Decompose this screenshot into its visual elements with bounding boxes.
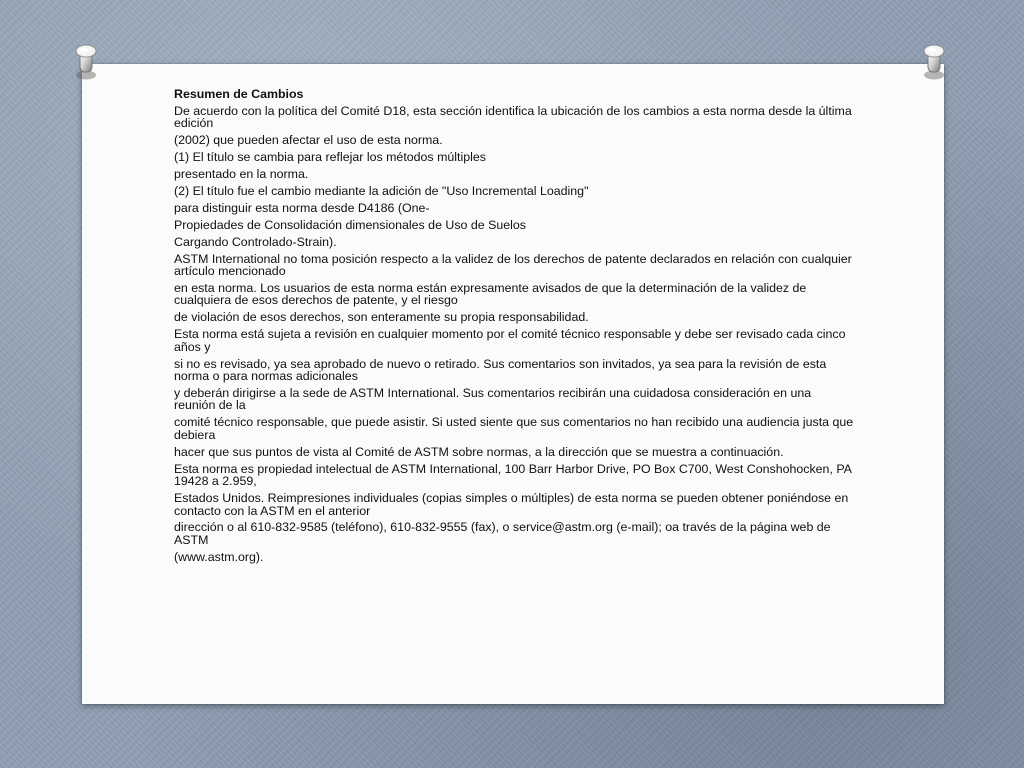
pushpin-icon [72,42,100,82]
document-paragraph: de violación de esos derechos, son enteramente su propia responsabilidad. [174,310,589,325]
document-paragraph: Cargando Controlado-Strain). [174,234,337,249]
document-heading: Resumen de Cambios [174,87,304,101]
document-paragraph: comité técnico responsable, que puede asistir. Si usted siente que sus comentarios no han recibido una audiencia justa que debiera [174,415,854,442]
document-paragraph: si no es revisado, ya sea aprobado de nuevo o retirado. Sus comentarios son invitados, ya sea para la revisión de esta norma o para normas adicionales [174,356,827,384]
document-paragraph: (www.astm.org). [174,549,264,564]
document-paragraph: (1) El título se cambia para reflejar los métodos múltiples [174,150,486,165]
document-paragraph: dirección o al 610-832-9585 (teléfono), 610-832-9555 (fax), o service@astm.org (e-mail); oa través de la página web de ASTM [174,520,831,547]
document-paragraph: Estados Unidos. Reimpresiones individuales (copias simples o múltiples) de esta norma se pueden obtener poniéndose en contacto con la ASTM en el anterior [174,491,849,518]
document-paragraph: ASTM International no toma posición respecto a la validez de los derechos de patente declarados en relación con cualquier artículo mencionado [174,251,852,279]
document-paragraph: De acuerdo con la política del Comité D18, esta sección identifica la ubicación de los cambios a esta norma desde la última edición [174,103,852,131]
document-paragraph: y deberán dirigirse a la sede de ASTM International. Sus comentarios recibirán una cuidadosa consideración en una reunión de la [174,385,812,413]
document-paragraph: hacer que sus puntos de vista al Comité de ASTM sobre normas, a la dirección que se muestra a continuación. [174,444,784,459]
document-paragraph: en esta norma. Los usuarios de esta norma están expresamente avisados de que la determinación de la validez de cualquiera de esos derechos de patente, y el riesgo [174,280,807,308]
document-paragraph: presentado en la norma. [174,167,309,182]
document-paragraph: (2) El título fue el cambio mediante la adición de "Uso Incremental Loading" [174,183,589,198]
pushpin-icon [920,42,948,82]
document-text [174,88,854,568]
document-paragraph: para distinguir esta norma desde D4186 (One- [174,200,430,215]
document-paragraph: Esta norma está sujeta a revisión en cualquier momento por el comité técnico responsable y debe ser revisado cada cinco años y [174,327,846,354]
document-paragraph: Propiedades de Consolidación dimensionales de Uso de Suelos [174,217,526,232]
document-paragraph: Esta norma es propiedad intelectual de ASTM International, 100 Barr Harbor Drive, PO Box C700, West Conshohocken, PA 19428 a 2.959, [174,461,852,489]
document-paragraph: (2002) que pueden afectar el uso de esta norma. [174,133,443,148]
